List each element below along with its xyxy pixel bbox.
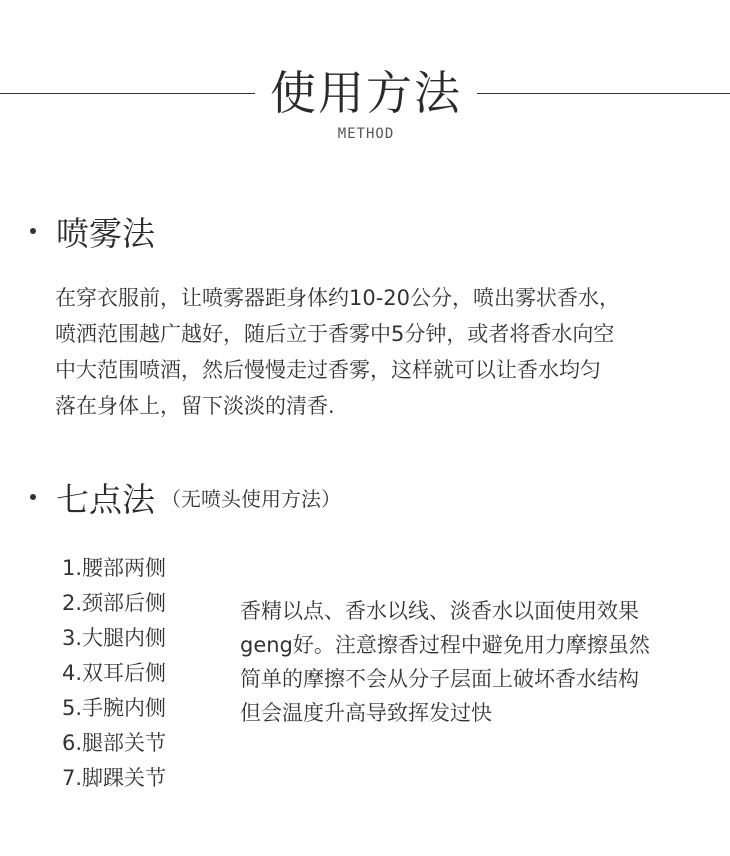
page-header <box>0 62 730 152</box>
list-item: 1.腰部两侧 <box>62 556 167 580</box>
header-divider-right <box>477 93 730 94</box>
section-seven-points-note: （无喷头使用方法） <box>161 486 341 511</box>
description-line: 但会温度升高导致挥发过快 <box>240 701 492 725</box>
description-line: 香精以点、香水以线、淡香水以面使用效果 <box>240 599 639 623</box>
paragraph-line: 中大范围喷酒，然后慢慢走过香雾，这样就可以让香水均匀 <box>55 358 601 382</box>
paragraph-line: 喷洒范围越广越好，随后立于香雾中5分钟，或者将香水向空 <box>55 322 615 346</box>
page-title: 使用方法 <box>270 66 462 120</box>
description-line: 简单的摩擦不会从分子层面上破坏香水结构 <box>240 667 639 691</box>
list-item: 7.脚踝关节 <box>62 766 167 790</box>
list-item: 6.腿部关节 <box>62 731 167 755</box>
bullet-dot-icon <box>30 494 36 500</box>
list-item: 3.大腿内侧 <box>62 626 167 650</box>
description-line: geng好。注意擦香过程中避免用力摩擦虽然 <box>240 633 650 657</box>
list-item: 2.颈部后侧 <box>62 591 167 615</box>
paragraph-line: 在穿衣服前，让喷雾器距身体约10-20公分，喷出雾状香水， <box>55 286 621 310</box>
section-spray-heading <box>30 206 155 256</box>
section-spray-title: 喷雾法 <box>56 213 155 253</box>
application-points-list <box>62 551 222 796</box>
seven-points-description <box>240 594 710 730</box>
section-spray-paragraph <box>55 280 705 424</box>
bullet-dot-icon <box>30 228 36 234</box>
section-seven-points-heading <box>30 472 341 522</box>
page-subtitle: METHOD <box>337 126 395 142</box>
paragraph-line: 落在身体上，留下淡淡的清香. <box>55 394 335 418</box>
section-seven-points-title: 七点法 <box>56 479 155 519</box>
header-divider-left <box>0 93 255 94</box>
list-item: 4.双耳后侧 <box>62 661 167 685</box>
list-item: 5.手腕内侧 <box>62 696 167 720</box>
